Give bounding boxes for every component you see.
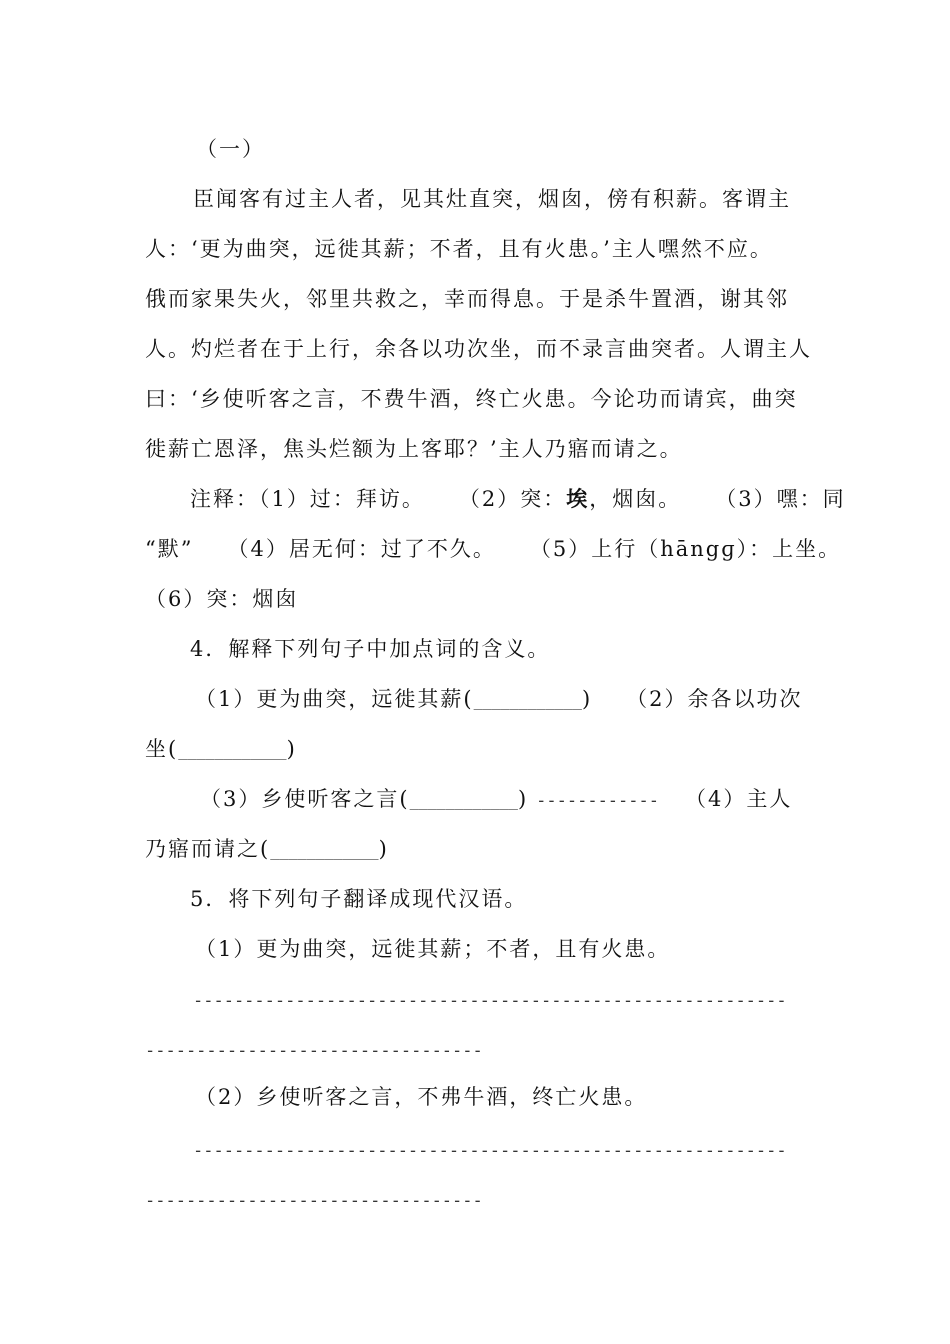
q4-item-1: （1）更为曲突，远徙其薪 [195, 687, 464, 711]
paren-open: ( [399, 787, 410, 811]
notes-line [145, 534, 841, 564]
answer-blank-1[interactable]: ____________ [473, 692, 582, 710]
note-5: （5）上行（hāngɡ）：上坐。 [529, 537, 842, 561]
note-4: （4）居无何：过了不久。 [227, 537, 496, 561]
notes-line: （6）突：烟囱 [145, 587, 299, 611]
answer-dash-line: ------------ [536, 791, 659, 811]
note-2-rest: ，烟囱。 [589, 487, 682, 511]
answer-line[interactable]: --------------------------------- [145, 1041, 483, 1061]
q4-item-3: （3）乡使听客之言 [200, 787, 400, 811]
paren-close: ) [581, 687, 593, 711]
question-4-title: 4．解释下列句子中加点词的含义。 [190, 637, 551, 661]
answer-blank-4[interactable]: ____________ [270, 842, 379, 860]
q4-item-2: （2）余各以功次 [626, 687, 803, 711]
passage-line: 徙薪亡恩泽，焦头烂额为上客耶？’主人乃寤而请之。 [145, 437, 683, 461]
passage-line: 臣闻客有过主人者，见其灶直突，烟囱，傍有积薪。客谓主 [193, 187, 791, 211]
paren-close: ) [286, 737, 297, 761]
answer-blank-2[interactable]: ____________ [178, 742, 287, 760]
note-1: 注释：（1）过：拜访。 [190, 487, 425, 511]
note-2: （2）突： [458, 487, 567, 511]
answer-line[interactable]: ---------------------------------------------------------- [193, 1141, 787, 1161]
q4-item-4: （4）主人 [684, 787, 793, 811]
paren-open: ( [168, 737, 179, 761]
paren-open: ( [463, 687, 474, 711]
question-4-row [195, 684, 803, 716]
answer-blank-3[interactable]: ____________ [409, 792, 518, 810]
answer-line[interactable]: --------------------------------- [145, 1191, 483, 1211]
question-4-row [145, 734, 297, 766]
paren-close: ) [517, 787, 529, 811]
paren-close: ) [378, 837, 389, 861]
note-3: （3）嘿：同 [715, 487, 846, 511]
passage-line: 曰：‘乡使听客之言，不费牛酒，终亡火患。今论功而请宾，曲突 [145, 387, 798, 411]
note-3-rest: “默” [145, 537, 194, 561]
answer-line[interactable]: ---------------------------------------------------------- [193, 991, 787, 1011]
q4-item-4-rest: 乃寤而请之 [145, 837, 260, 861]
notes-line [190, 484, 846, 514]
question-4-row [200, 784, 792, 816]
section-title: （一） [196, 137, 265, 161]
passage-line: 人。灼烂者在于上行，余各以功次坐，而不录言曲突者。人谓主人 [145, 337, 812, 361]
paren-open: ( [260, 837, 271, 861]
passage-line: 俄而家果失火，邻里共救之，幸而得息。于是杀牛置酒，谢其邻 [145, 287, 789, 311]
question-5-title: 5．将下列句子翻译成现代汉语。 [190, 887, 528, 911]
q5-item-1: （1）更为曲突，远徙其薪；不者，且有火患。 [195, 937, 671, 961]
note-2-char: 埃 [566, 487, 590, 511]
q4-item-2-rest: 坐 [145, 737, 168, 761]
passage-line: 人：‘更为曲突，远徙其薪；不者，且有火患。’主人嘿然不应。 [145, 237, 773, 261]
question-4-row [145, 834, 389, 866]
q5-item-2: （2）乡使听客之言，不弗牛酒，终亡火患。 [195, 1085, 648, 1109]
